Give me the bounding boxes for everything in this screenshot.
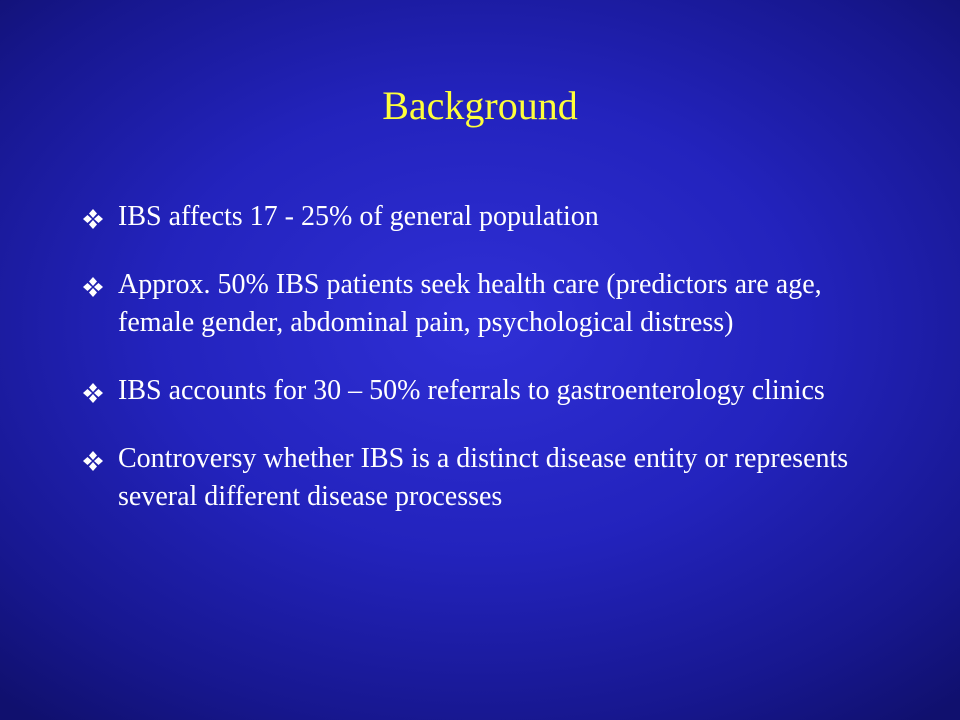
bullet-text: Controversy whether IBS is a distinct disease entity or represents several different disease processes bbox=[118, 443, 849, 512]
bullet-item bbox=[82, 440, 882, 516]
four-diamond-bullet-icon bbox=[82, 276, 104, 298]
bullet-text: IBS accounts for 30 – 50% referrals to gastroenterology clinics bbox=[118, 375, 825, 406]
slide-title: Background bbox=[382, 83, 578, 128]
bullet-list bbox=[82, 198, 882, 546]
four-diamond-bullet-icon bbox=[82, 208, 104, 230]
bullet-item bbox=[82, 372, 882, 410]
bullet-text: IBS affects 17 - 25% of general population bbox=[118, 201, 599, 232]
bullet-item bbox=[82, 198, 882, 236]
bullet-item bbox=[82, 266, 882, 342]
four-diamond-bullet-icon bbox=[82, 450, 104, 472]
four-diamond-bullet-icon bbox=[82, 382, 104, 404]
bullet-text: Approx. 50% IBS patients seek health care (predictors are age, female gender, abdominal pain, psychological distress) bbox=[118, 269, 822, 338]
